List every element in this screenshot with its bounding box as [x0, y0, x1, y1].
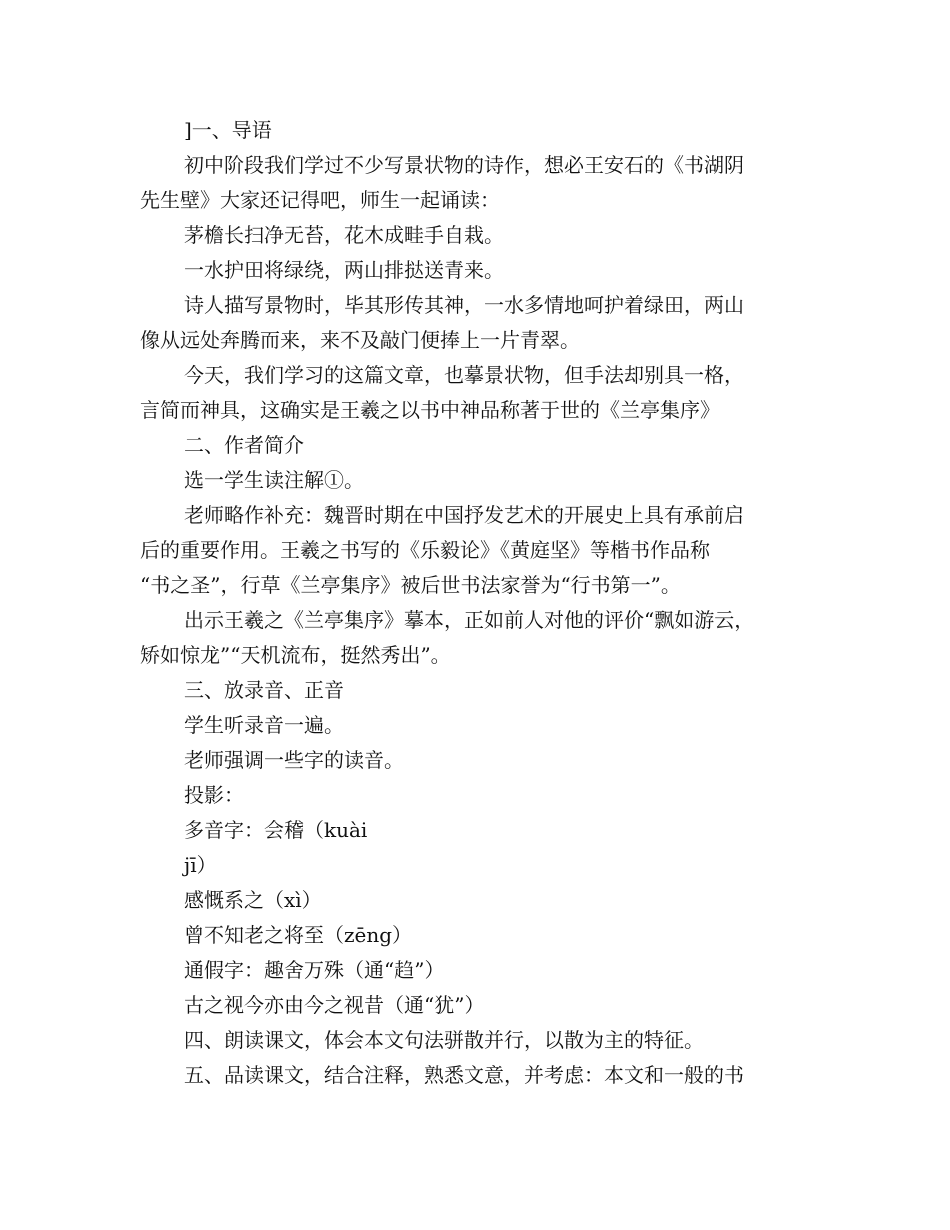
section-heading-study: 五、品读课文，结合注释，熟悉文意，并考虑：本文和一般的书 — [184, 1063, 744, 1087]
document-body — [140, 113, 820, 1093]
paragraph-line: “书之圣”，行草《兰亭集序》被后世书法家誉为“行书第一”。 — [140, 573, 681, 597]
paragraph-line: 像从远处奔腾而来，来不及敲门便捧上一片青翠。 — [140, 328, 580, 352]
section-heading-author: 二、作者简介 — [184, 433, 304, 457]
pronunciation-line: 感慨系之（xì） — [184, 888, 322, 912]
section-heading-intro: ]一、导语 — [184, 118, 272, 142]
paragraph-line: 学生听录音一遍。 — [184, 713, 344, 737]
paragraph-line: 投影： — [184, 783, 244, 807]
poem-line: 一水护田将绿绕，两山排挞送青来。 — [184, 258, 504, 282]
paragraph-line: 后的重要作用。王羲之书写的《乐毅论》《黄庭坚》等楷书作品称 — [140, 538, 710, 562]
paragraph-line: 老师略作补充：魏晋时期在中国抒发艺术的开展史上具有承前启 — [184, 503, 744, 527]
pronunciation-line: jī） — [184, 853, 217, 877]
paragraph-line: 先生壁》大家还记得吧，师生一起诵读： — [140, 188, 500, 212]
pronunciation-line: 曾不知老之将至（zēng） — [184, 923, 413, 947]
paragraph-line: 出示王羲之《兰亭集序》摹本，正如前人对他的评价“飘如游云， — [184, 608, 755, 632]
paragraph-line: 言简而神具，这确实是王羲之以书中神品称著于世的《兰亭集序》 — [140, 398, 720, 422]
paragraph-line: 诗人描写景物时，毕其形传其神，一水多情地呵护着绿田，两山 — [184, 293, 744, 317]
paragraph-line: 选一学生读注解①。 — [184, 468, 364, 492]
pronunciation-line: 多音字：会稽（kuài — [184, 818, 368, 842]
paragraph-line: 今天，我们学习的这篇文章，也摹景状物，但手法却别具一格， — [184, 363, 744, 387]
paragraph-line: 老师强调一些字的读音。 — [184, 748, 404, 772]
section-heading-audio: 三、放录音、正音 — [184, 678, 344, 702]
paragraph-line: 矫如惊龙”“天机流布，挺然秀出”。 — [140, 643, 451, 667]
poem-line: 茅檐长扫净无苔，花木成畦手自栽。 — [184, 223, 504, 247]
section-heading-reading: 四、朗读课文，体会本文句法骈散并行，以散为主的特征。 — [184, 1028, 704, 1052]
paragraph-line: 初中阶段我们学过不少写景状物的诗作，想必王安石的《书湖阴 — [184, 153, 744, 177]
variant-character-line: 通假字：趣舍万殊（通“趋”） — [184, 958, 445, 982]
variant-character-line: 古之视今亦由今之视昔（通“犹”） — [184, 993, 485, 1017]
